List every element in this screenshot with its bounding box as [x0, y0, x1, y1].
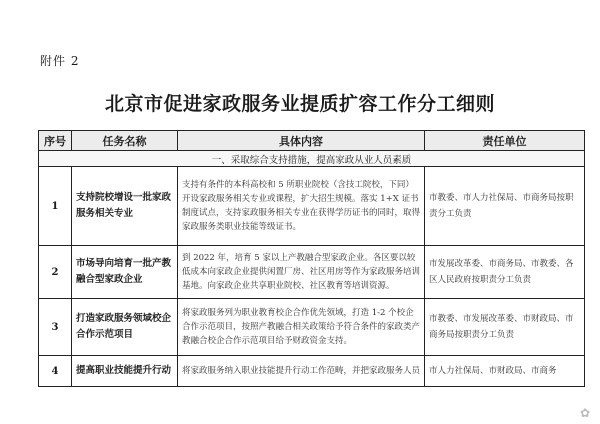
section-title: 一、采取综合支持措施，提高家政从业人员素质 — [39, 151, 585, 167]
row-responsible: 市教委、市发展改革委、市财政局、市商务局按职责分工负责 — [425, 299, 585, 356]
table-row — [39, 167, 585, 246]
table-header-row — [39, 131, 585, 151]
row-content: 将家政服务列为职业教育校企合作优先领域，打造 1-2 个校企合作示范项目，按照产教融合相关政策给予符合条件的家政类产教融合校企合作示范项目给予财政资金支持。 — [178, 299, 425, 356]
table-row — [39, 246, 585, 299]
row-responsible: 市发展改革委、市商务局、市教委、各区人民政府按职责分工负责 — [425, 246, 585, 299]
header-task: 任务名称 — [72, 131, 178, 151]
header-responsible: 责任单位 — [425, 131, 585, 151]
row-content: 支持有条件的本科高校和 5 所职业院校（含技工院校，下同）开设家政服务相关专业或课程，扩大招生规模。落实 1+X 证书制度试点，支持家政服务相关专业在获得学历证书的同时，取得家政服务类职业技能等级证书。 — [178, 167, 425, 246]
row-task: 打造家政服务领域校企合作示范项目 — [72, 299, 178, 356]
row-task: 提高职业技能提升行动 — [72, 356, 178, 387]
section-row — [39, 151, 585, 167]
watermark-icon: ✿ — [580, 406, 591, 420]
attachment-label: 附件 2 — [40, 54, 80, 68]
row-task: 支持院校增设一批家政服务相关专业 — [72, 167, 178, 246]
row-content: 到 2022 年，培育 5 家以上产教融合型家政企业。各区要以较低成本向家政企业提供闲置厂房、社区用房等作为家政服务培训基地。向家政企业共享职业院校、社区教育等培训资源。 — [178, 246, 425, 299]
row-number: 3 — [39, 299, 72, 356]
table-row — [39, 356, 585, 387]
row-responsible: 市人力社保局、市财政局、市商务 — [425, 356, 585, 387]
row-number: 2 — [39, 246, 72, 299]
header-number: 序号 — [39, 131, 72, 151]
table-row — [39, 299, 585, 356]
row-task: 市场导向培育一批产教融合型家政企业 — [72, 246, 178, 299]
row-responsible: 市教委、市人力社保局、市商务局按职责分工负责 — [425, 167, 585, 246]
page-title: 北京市促进家政服务业提质扩容工作分工细则 — [104, 93, 495, 115]
row-content: 将家政服务纳入职业技能提升行动工作范畴，并把家政服务人员 — [178, 356, 425, 387]
header-content: 具体内容 — [178, 131, 425, 151]
task-table — [38, 130, 585, 387]
row-number: 1 — [39, 167, 72, 246]
row-number: 4 — [39, 356, 72, 387]
